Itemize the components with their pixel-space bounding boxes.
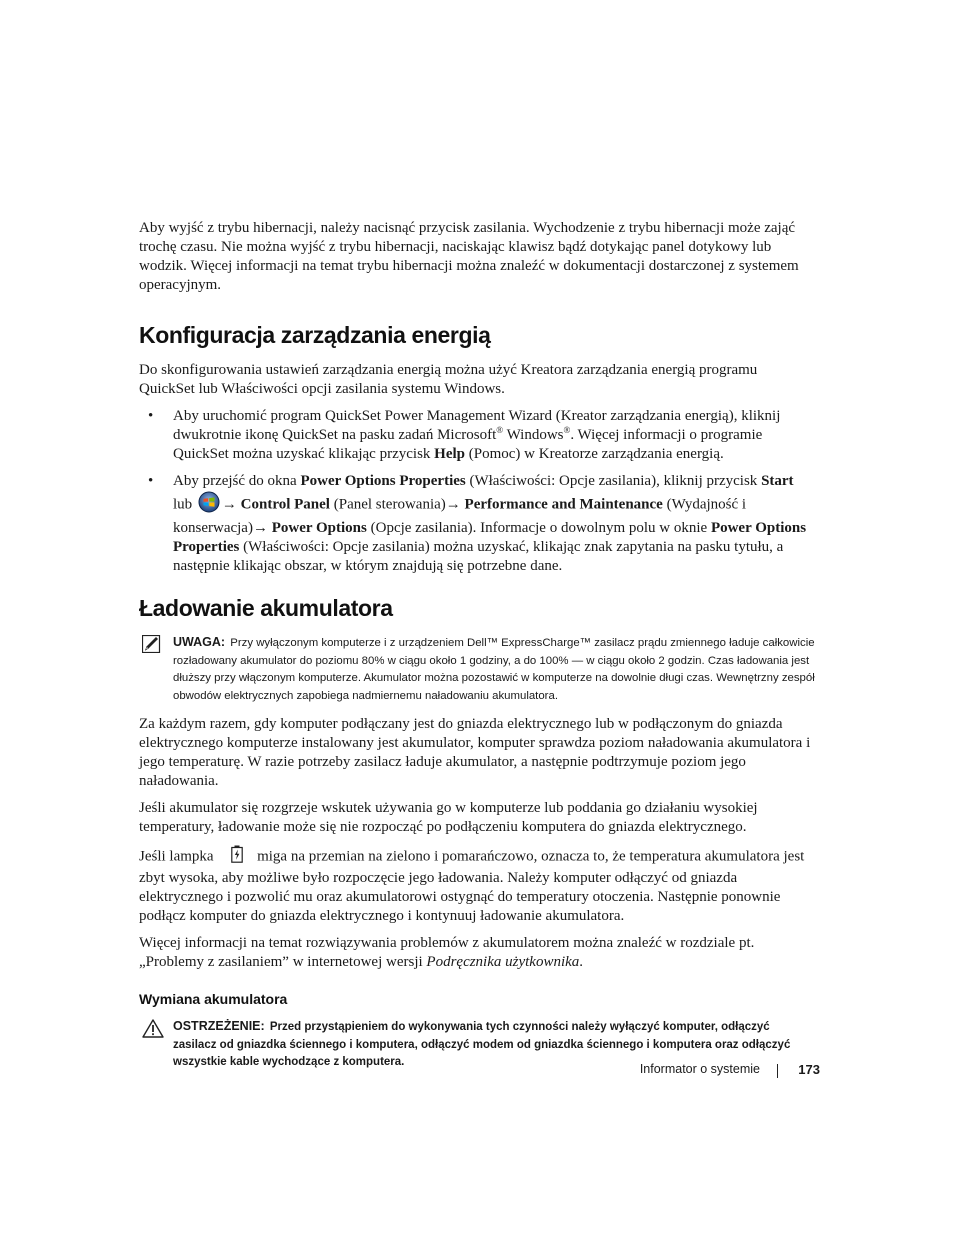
power-options-properties-label: Power Options Properties: [300, 473, 466, 489]
registered-mark: ®: [496, 425, 504, 435]
section-heading-battery-charging: Ładowanie akumulatora: [139, 595, 393, 621]
bullet2-text: (Właściwości: Opcje zasilania) można uzyskać, klikając znak zapytania na pasku tytułu, a następnie klikając obszar, w którym znajdują się potrzebne dane.: [173, 539, 784, 574]
page-number: 173: [798, 1062, 820, 1077]
para3-text: miga na przemian na zielono i pomarańczowo, oznacza to, że temperatura akumulatora jest zbyt wysoka, aby możliwe było rozpoczęcie jego ładowania. Należy komputer odłączyć od gniazda elektrycznego i pozwolić mu oraz akumulatorowi ostygnąć do temperatury otoczenia. Następnie ponownie podłącz komputer do gniazda elektrycznego i kontynuuj ładowanie akumulatora.: [139, 848, 805, 924]
power-options-label: Power Options: [271, 520, 367, 536]
note-box: [139, 634, 815, 705]
bullet2-text: lub: [173, 496, 196, 513]
windows-start-icon: [196, 491, 222, 519]
bullet1-text: Windows: [503, 427, 564, 443]
help-button-label: Help: [434, 446, 466, 462]
footer-separator: [777, 1064, 778, 1078]
bullet2-text: (Wydajność i konserwacja): [173, 496, 747, 536]
performance-maintenance-label: Performance and Maintenance: [464, 496, 663, 513]
charging-paragraph-1: Za każdym razem, gdy komputer podłączany jest do gniazda elektrycznego lub w podłączonym do gniazda elektrycznego komputerze instalowany jest akumulator, komputer sprawdza poziom naładowania akumulatora i jego temperaturę. W razie potrzeby zasilacz ładuje akumulator, a następnie podtrzymuje poziom jego naładowania.: [139, 716, 811, 789]
page-content: [139, 219, 815, 1082]
control-panel-label: Control Panel: [240, 496, 330, 513]
note-pencil-icon: [142, 635, 162, 653]
list-item: [139, 407, 815, 464]
registered-mark: ®: [563, 425, 571, 435]
para4-text: .: [579, 954, 584, 970]
bullet2-text: (Panel sterowania): [329, 496, 446, 513]
section-heading-power-config: Konfiguracja zarządzania energią: [139, 322, 491, 348]
manual-title: Podręcznika użytkownika: [426, 954, 580, 970]
power-config-list: [139, 407, 815, 576]
warning-text: Przed przystąpieniem do wykonywania tych czynności należy wyłączyć komputer, odłączyć zasilacz od gniazdka ściennego i komputera, odłączyć modem od gniazdka ściennego i komputera oraz odłączyć wszystkie kable wychodzące z komputera.: [173, 1021, 791, 1068]
para4-text: Więcej informacji na temat rozwiązywania problemów z akumulatorem można znaleźć w rozdziale pt. „Problemy z zasilaniem” w internetowej wersji: [139, 935, 755, 970]
note-text: Przy wyłączonym komputerze i z urządzeniem Dell™ ExpressCharge™ zasilacz prądu zmiennego ładuje całkowicie rozładowany akumulator do poziomu 80% w ciągu około 1 godziny, a do 100% — w ciągu około 2 godzin. Czas ładowania jest dłuższy przy włączonym komputerze. Akumulator można pozostawić w komputerze na dowolnie długi czas. Wewnętrzny zespół obwodów elektrycznych zapobiega nadmiernemu naładowaniu akumulatora.: [173, 637, 815, 702]
footer-title: Informator o systemie: [639, 1062, 760, 1076]
bullet: •: [148, 473, 154, 489]
bullet2-text: (Opcje zasilania). Informacje o dowolnym polu w oknie: [366, 520, 711, 536]
bullet: •: [148, 408, 154, 424]
battery-light-icon: [231, 845, 243, 869]
power-config-paragraph: Do skonfigurowania ustawień zarządzania energią można użyć Kreatora zarządzania energią programu QuickSet lub Właściwości opcji zasilania systemu Windows.: [139, 362, 758, 397]
bullet2-text: (Właściwości: Opcje zasilania), kliknij przycisk: [465, 473, 762, 489]
subheading-battery-replacement: Wymiana akumulatora: [139, 991, 288, 1007]
arrow: →: [445, 496, 461, 513]
note-label: UWAGA:: [173, 635, 226, 649]
warning-label: OSTRZEŻENIE:: [173, 1019, 265, 1033]
charging-paragraph-2: Jeśli akumulator się rozgrzeje wskutek używania go w komputerze lub poddania go działaniu wysokiej temperatury, ładowanie może się nie rozpocząć po podłączeniu komputera do gniazda elektrycznego.: [139, 800, 758, 835]
intro-paragraph: Aby wyjść z trybu hibernacji, należy nacisnąć przycisk zasilania. Wychodzenie z trybu hibernacji może zająć trochę czasu. Nie można wyjść z trybu hibernacji, naciskając klawisz bądź dotykając panel dotykowy lub wodzik. Więcej informacji na temat trybu hibernacji można znaleźć w dokumentacji dostarczonej z systemem operacyjnym.: [139, 220, 799, 293]
charging-paragraph-4: [139, 934, 815, 972]
para3-text: Jeśli lampka: [139, 848, 218, 865]
charging-paragraph-3: [139, 845, 815, 926]
bullet1-text: (Pomoc) w Kreatorze zarządzania energią.: [465, 446, 724, 462]
bullet2-text: Aby przejść do okna: [173, 473, 301, 489]
bullet1-text: Aby uruchomić program QuickSet Power Management Wizard (Kreator zarządzania energią), kliknij dwukrotnie ikonę QuickSet na pasku zadań Microsoft: [173, 408, 781, 443]
list-item: [139, 472, 815, 576]
bullet1-text: . Więcej informacji o programie QuickSet można uzyskać klikając przycisk: [173, 427, 763, 462]
start-button-label: Start: [761, 473, 794, 489]
warning-triangle-icon: [142, 1019, 162, 1037]
arrow: →: [221, 496, 237, 513]
arrow: →: [252, 520, 268, 536]
power-options-properties-label: Power Options Properties: [173, 520, 807, 555]
